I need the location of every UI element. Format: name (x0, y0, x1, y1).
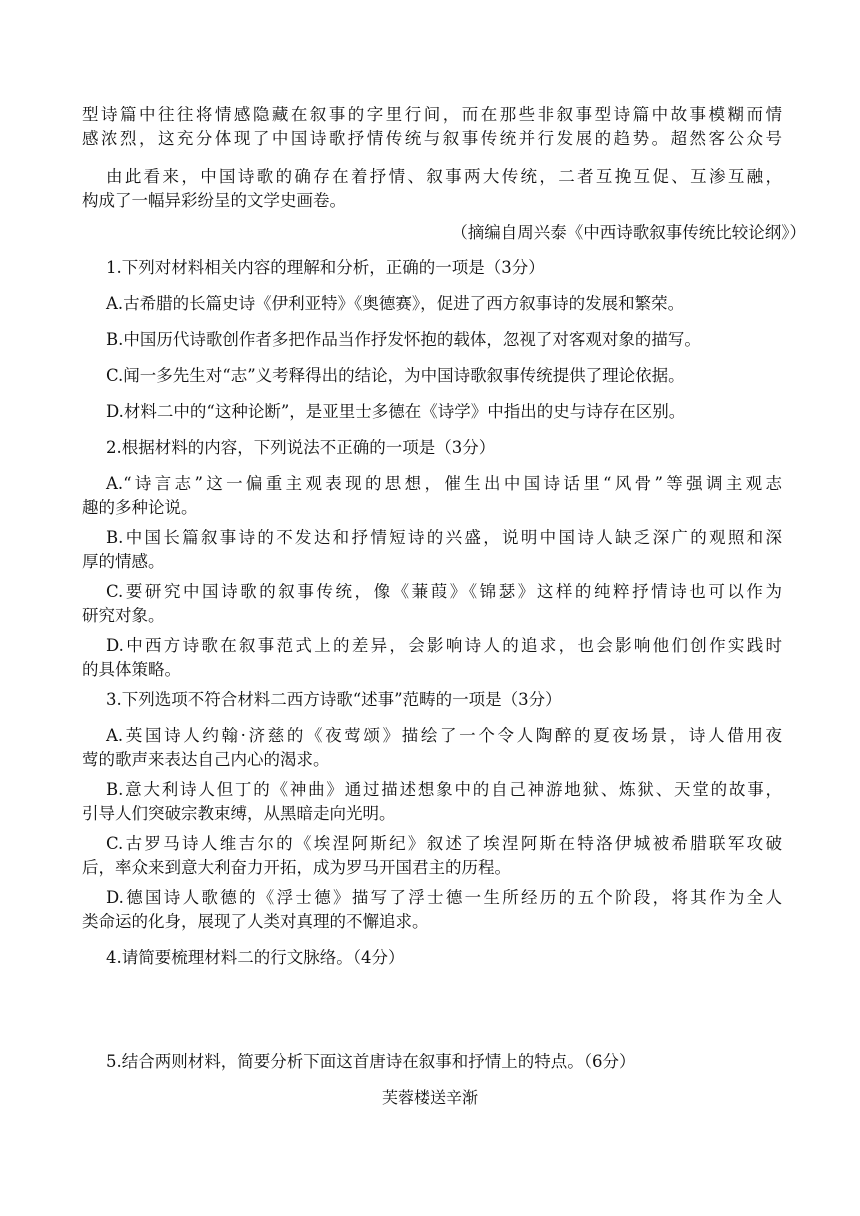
option-3c: C.古罗马诗人维吉尔的《埃涅阿斯纪》叙述了埃涅阿斯在特洛伊城被希腊联军攻破 (106, 834, 782, 853)
question-stem-4: 4.请简要梳理材料二的行文脉络。（4分） (106, 948, 405, 967)
option-2c-cont: 研究对象。 (82, 606, 165, 625)
question-stem-5: 5.结合两则材料，简要分析下面这首唐诗在叙事和抒情上的特点。（6分） (106, 1052, 636, 1071)
poem-title: 芙蓉楼送辛渐 (381, 1088, 478, 1107)
option-2b: B.中国长篇叙事诗的不发达和抒情短诗的兴盛，说明中国诗人缺乏深广的观照和深 (106, 528, 782, 547)
option-1b: B.中国历代诗歌创作者多把作品当作抒发怀抱的载体，忽视了对客观对象的描写。 (106, 330, 701, 349)
passage-text-line: 感浓烈，这充分体现了中国诗歌抒情传统与叙事传统并行发展的趋势。超然客公众号 (82, 129, 782, 148)
option-1a: A.古希腊的长篇史诗《伊利亚特》《奥德赛》，促进了西方叙事诗的发展和繁荣。 (106, 294, 685, 313)
option-3a: A.英国诗人约翰·济慈的《夜莺颂》描绘了一个令人陶醉的夏夜场景，诗人借用夜 (106, 726, 782, 745)
option-3a-cont: 莺的歌声来表达自己内心的渴求。 (82, 750, 330, 769)
option-2a: A.“诗言志”这一偏重主观表现的思想，催生出中国诗话里“风骨”等强调主观志 (106, 474, 782, 493)
option-3b: B.意大利诗人但丁的《神曲》通过描述想象中的自己神游地狱、炼狱、天堂的故事， (106, 780, 782, 799)
option-2c: C.要研究中国诗歌的叙事传统，像《蒹葭》《锦瑟》这样的纯粹抒情诗也可以作为 (106, 582, 782, 601)
option-3b-cont: 引导人们突破宗教束缚，从黑暗走向光明。 (82, 804, 396, 823)
passage-conclusion-cont: 构成了一幅异彩纷呈的文学史画卷。 (82, 191, 346, 210)
option-2b-cont: 厚的情感。 (82, 552, 165, 571)
option-1c: C.闻一多先生对“志”义考释得出的结论，为中国诗歌叙事传统提供了理论依据。 (106, 366, 685, 385)
option-2a-cont: 趣的多种论说。 (82, 498, 198, 517)
passage-conclusion: 由此看来，中国诗歌的确存在着抒情、叙事两大传统，二者互挽互促、互渗互融， (106, 167, 782, 186)
option-3d: D.德国诗人歌德的《浮士德》描写了浮士德一生所经历的五个阶段，将其作为全人 (106, 888, 782, 907)
question-stem-3: 3.下列选项不符合材料二西方诗歌“述事”范畴的一项是（3分） (106, 690, 562, 709)
option-3c-cont: 后，率众来到意大利奋力开拓，成为罗马开国君主的历程。 (82, 858, 511, 877)
passage-source: （摘编自周兴泰《中西诗歌叙事传统比较论纲》） (451, 223, 806, 242)
passage-text-line: 型诗篇中往往将情感隐藏在叙事的字里行间，而在那些非叙事型诗篇中故事模糊而情 (82, 105, 782, 124)
option-3d-cont: 类命运的化身，展现了人类对真理的不懈追求。 (82, 912, 429, 931)
option-2d: D.中西方诗歌在叙事范式上的差异，会影响诗人的追求，也会影响他们创作实践时 (106, 636, 782, 655)
question-stem-1: 1.下列对材料相关内容的理解和分析，正确的一项是（3分） (106, 258, 545, 277)
option-2d-cont: 的具体策略。 (82, 660, 181, 679)
option-1d: D.材料二中的“这种论断”，是亚里士多德在《诗学》中指出的史与诗存在区别。 (106, 402, 686, 421)
question-stem-2: 2.根据材料的内容，下列说法不正确的一项是（3分） (106, 438, 496, 457)
